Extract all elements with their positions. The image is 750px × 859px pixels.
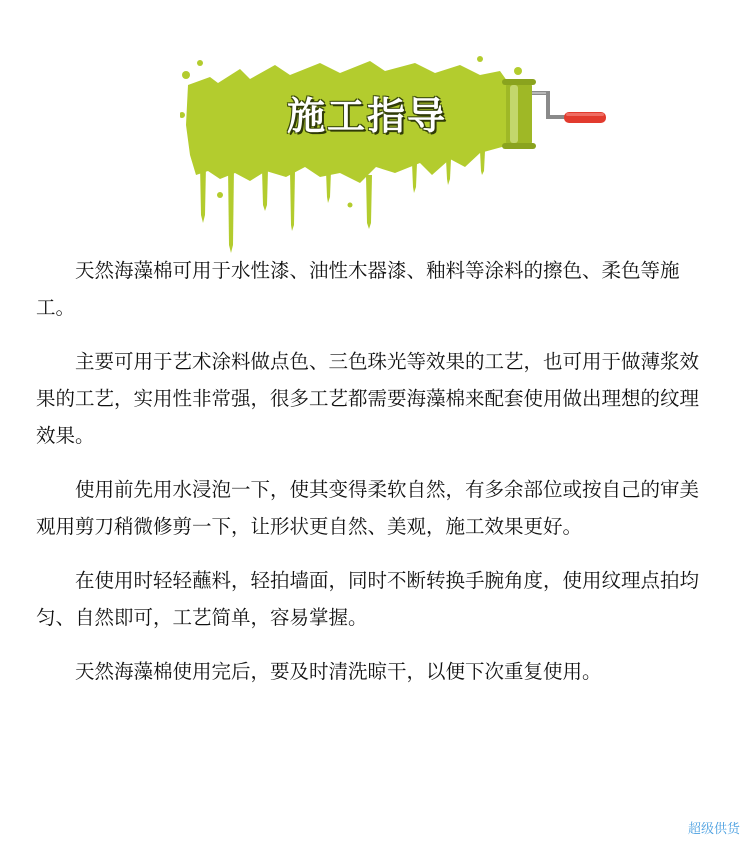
page-title: 施工指导 [286, 94, 447, 138]
paint-banner [180, 55, 610, 255]
watermark: 超级供货 [687, 822, 740, 837]
paragraph-5: 天然海藻棉使用完后，要及时清洗晾干，以便下次重复使用。 [75, 660, 602, 683]
paragraph-2: 主要可用于艺术涂料做点色、三色珠光等效果的工艺，也可用于做薄浆效果的工艺，实用性非常强，很多工艺都需要海藻棉来配套使用做出理想的纹理效果。 [36, 350, 700, 447]
paragraph-4: 在使用时轻轻蘸料，轻拍墙面，同时不断转换手腕角度，使用纹理点拍均匀、自然即可，工艺简单，容易掌握。 [36, 569, 700, 629]
instruction-body [36, 252, 716, 707]
paragraph-3: 使用前先用水浸泡一下，使其变得柔软自然，有多余部位或按自己的审美观用剪刀稍微修剪一下，让形状更自然、美观，施工效果更好。 [36, 478, 700, 538]
paragraph-1: 天然海藻棉可用于水性漆、油性木器漆、釉料等涂料的擦色、柔色等施工。 [36, 259, 680, 319]
